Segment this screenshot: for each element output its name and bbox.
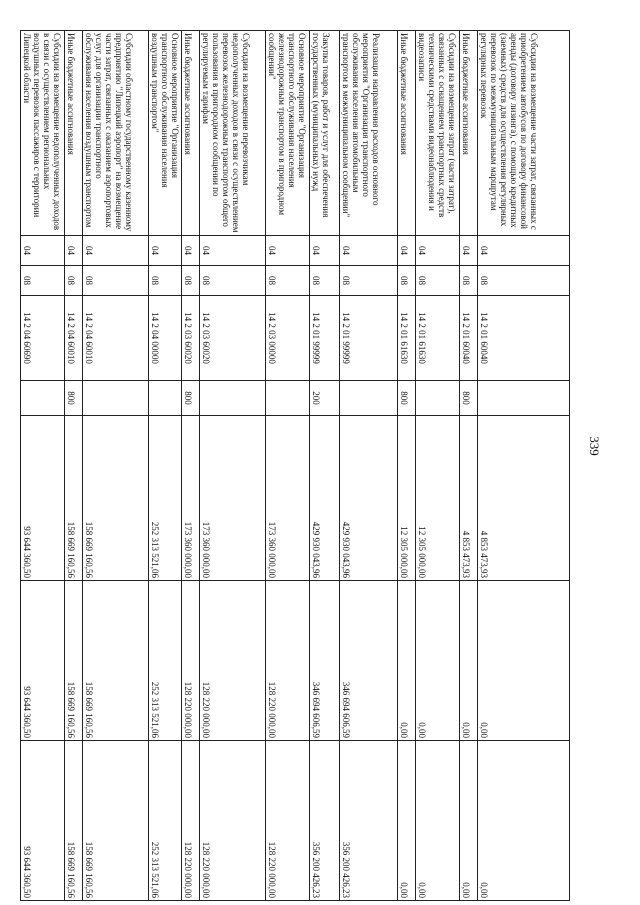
target-article-cell: 14 2 04 60010 xyxy=(64,296,82,381)
expense-type-cell: 800 xyxy=(64,381,82,416)
target-article-cell: 14 2 01 60040 xyxy=(478,296,570,381)
table-row xyxy=(182,31,200,901)
row-name-cell: Закупка товаров, работ и услуг для обеспечения государственных (муниципальных) нужд xyxy=(310,31,340,236)
amount-year3-cell: 128 220 000,00 xyxy=(266,741,310,901)
amount-year2-cell: 0,00 xyxy=(416,581,460,741)
amount-year3-cell: 0,00 xyxy=(478,741,570,901)
amount-year2-cell: 128 220 000,00 xyxy=(200,581,266,741)
amount-year2-cell: 0,00 xyxy=(460,581,478,741)
table-row xyxy=(148,31,181,901)
table-row xyxy=(64,31,82,901)
amount-year3-cell: 128 220 000,00 xyxy=(200,741,266,901)
amount-year1-cell: 4 853 473,93 xyxy=(460,416,478,581)
row-name-cell: Иные бюджетные ассигнования xyxy=(182,31,200,236)
amount-year3-cell: 0,00 xyxy=(460,741,478,901)
target-article-cell: 14 2 01 61630 xyxy=(416,296,460,381)
subsection-code-cell: 08 xyxy=(340,266,398,296)
amount-year3-cell: 128 220 000,00 xyxy=(182,741,200,901)
amount-year3-cell: 356 200 426,23 xyxy=(310,741,340,901)
chapter-code-cell: 04 xyxy=(478,236,570,266)
amount-year1-cell: 429 930 043,96 xyxy=(340,416,398,581)
amount-year2-cell: 0,00 xyxy=(478,581,570,741)
target-article-cell: 14 2 01 61630 xyxy=(398,296,416,381)
amount-year1-cell: 12 305 000,00 xyxy=(398,416,416,581)
target-article-cell: 14 2 03 60020 xyxy=(200,296,266,381)
table-row xyxy=(266,31,310,901)
target-article-cell: 14 2 04 60690 xyxy=(20,296,64,381)
chapter-code-cell: 04 xyxy=(310,236,340,266)
chapter-code-cell: 04 xyxy=(20,236,64,266)
amount-year3-cell: 0,00 xyxy=(416,741,460,901)
expense-type-cell xyxy=(82,381,148,416)
row-name-cell: Реализация направления расходов основного мероприятия "Организация транспортного обслуживания населения автомобильным транспортом в межмуниципальном сообщении" xyxy=(340,31,398,236)
amount-year2-cell: 252 313 521,06 xyxy=(148,581,181,741)
row-name-cell: Субсидии на возмещение недополученных доходов в связи с осуществлением региональных воздушных перевозок пассажиров с территории Липецкой области xyxy=(20,31,64,236)
row-name-cell: Основное мероприятие "Организация транспортного обслуживания населения железнодорожным транспортом в пригородном сообщении" xyxy=(266,31,310,236)
expense-type-cell: 200 xyxy=(310,381,340,416)
amount-year3-cell: 252 313 521,06 xyxy=(148,741,181,901)
rotated-table-inner xyxy=(21,30,570,900)
subsection-code-cell: 08 xyxy=(478,266,570,296)
amount-year2-cell: 346 694 606,59 xyxy=(340,581,398,741)
amount-year3-cell: 158 669 160,56 xyxy=(64,741,82,901)
chapter-code-cell: 04 xyxy=(200,236,266,266)
table-row xyxy=(82,31,148,901)
row-name-cell: Субсидии на возмещение перевозчикам недополученных доходов в связи с осуществлением перевозок железнодорожным транспортом общего пользования в пригородном сообщении по регулируемым тарифам xyxy=(200,31,266,236)
amount-year3-cell: 0,00 xyxy=(398,741,416,901)
expense-type-cell: 800 xyxy=(182,381,200,416)
chapter-code-cell: 04 xyxy=(460,236,478,266)
budget-table xyxy=(20,30,570,901)
expense-type-cell xyxy=(478,381,570,416)
expense-type-cell xyxy=(416,381,460,416)
chapter-code-cell: 04 xyxy=(182,236,200,266)
chapter-code-cell: 04 xyxy=(416,236,460,266)
row-name-cell: Иные бюджетные ассигнования xyxy=(398,31,416,236)
page-number: 339 xyxy=(587,436,602,456)
amount-year2-cell: 128 220 000,00 xyxy=(182,581,200,741)
row-name-cell: Субсидии областному государственному казенному предприятию "Липецкий аэропорт" на возмещение части затрат, связанных с оказанием аэропортовых услуг для организации транспортного обслуживания населения воздушным транспортом xyxy=(82,31,148,236)
table-row xyxy=(460,31,478,901)
row-name-cell: Основное мероприятие "Организация транспортного обслуживания населения воздушным транспортом" xyxy=(148,31,181,236)
table-row xyxy=(416,31,460,901)
target-article-cell: 14 2 04 60010 xyxy=(82,296,148,381)
table-row xyxy=(340,31,398,901)
target-article-cell: 14 2 04 00000 xyxy=(148,296,181,381)
expense-type-cell xyxy=(340,381,398,416)
target-article-cell: 14 2 03 00000 xyxy=(266,296,310,381)
chapter-code-cell: 04 xyxy=(82,236,148,266)
subsection-code-cell: 08 xyxy=(398,266,416,296)
amount-year1-cell: 429 930 043,96 xyxy=(310,416,340,581)
table-row xyxy=(200,31,266,901)
amount-year1-cell: 158 669 160,56 xyxy=(82,416,148,581)
chapter-code-cell: 04 xyxy=(148,236,181,266)
subsection-code-cell: 08 xyxy=(148,266,181,296)
expense-type-cell: 800 xyxy=(460,381,478,416)
amount-year2-cell: 0,00 xyxy=(398,581,416,741)
row-name-cell: Иные бюджетные ассигнования xyxy=(460,31,478,236)
rotated-table-area xyxy=(21,30,570,900)
row-name-cell: Субсидии на возмещение затрат (части затрат), связанных с оснащением транспортных средств техническими средствами видеонаблюдения и видеозаписи xyxy=(416,31,460,236)
expense-type-cell: 800 xyxy=(398,381,416,416)
chapter-code-cell: 04 xyxy=(64,236,82,266)
amount-year1-cell: 158 669 160,56 xyxy=(64,416,82,581)
subsection-code-cell: 08 xyxy=(82,266,148,296)
table-row xyxy=(398,31,416,901)
table-row xyxy=(478,31,570,901)
chapter-code-cell: 04 xyxy=(398,236,416,266)
amount-year1-cell: 252 313 521,06 xyxy=(148,416,181,581)
chapter-code-cell: 04 xyxy=(266,236,310,266)
amount-year3-cell: 158 669 160,56 xyxy=(82,741,148,901)
table-body xyxy=(20,31,569,901)
expense-type-cell xyxy=(266,381,310,416)
subsection-code-cell: 08 xyxy=(20,266,64,296)
row-name-cell: Субсидии на возмещение части затрат, связанных с приобретением автобусов по договору финансовой аренды (договору лизинга), с помощью кредитных (заемных) средств для осуществления регулярных перевозок по межмуниципальным маршрутам регулярных перевозок xyxy=(478,31,570,236)
subsection-code-cell: 08 xyxy=(460,266,478,296)
expense-type-cell xyxy=(20,381,64,416)
target-article-cell: 14 2 03 60020 xyxy=(182,296,200,381)
amount-year1-cell: 173 360 000,00 xyxy=(266,416,310,581)
amount-year1-cell: 173 360 000,00 xyxy=(182,416,200,581)
target-article-cell: 14 2 01 99999 xyxy=(340,296,398,381)
amount-year2-cell: 158 669 160,56 xyxy=(82,581,148,741)
subsection-code-cell: 08 xyxy=(182,266,200,296)
amount-year2-cell: 128 220 000,00 xyxy=(266,581,310,741)
target-article-cell: 14 2 01 99999 xyxy=(310,296,340,381)
expense-type-cell xyxy=(200,381,266,416)
subsection-code-cell: 08 xyxy=(416,266,460,296)
amount-year3-cell: 93 644 360,50 xyxy=(20,741,64,901)
amount-year3-cell: 356 200 426,23 xyxy=(340,741,398,901)
row-name-cell: Иные бюджетные ассигнования xyxy=(64,31,82,236)
subsection-code-cell: 08 xyxy=(200,266,266,296)
amount-year1-cell: 12 305 000,00 xyxy=(416,416,460,581)
target-article-cell: 14 2 01 60040 xyxy=(460,296,478,381)
expense-type-cell xyxy=(148,381,181,416)
table-row xyxy=(20,31,64,901)
subsection-code-cell: 08 xyxy=(64,266,82,296)
subsection-code-cell: 08 xyxy=(310,266,340,296)
amount-year1-cell: 4 853 473,93 xyxy=(478,416,570,581)
table-row xyxy=(310,31,340,901)
chapter-code-cell: 04 xyxy=(340,236,398,266)
amount-year2-cell: 93 644 360,50 xyxy=(20,581,64,741)
amount-year1-cell: 173 360 000,00 xyxy=(200,416,266,581)
amount-year2-cell: 158 669 160,56 xyxy=(64,581,82,741)
subsection-code-cell: 08 xyxy=(266,266,310,296)
amount-year2-cell: 346 694 606,59 xyxy=(310,581,340,741)
amount-year1-cell: 93 644 360,50 xyxy=(20,416,64,581)
